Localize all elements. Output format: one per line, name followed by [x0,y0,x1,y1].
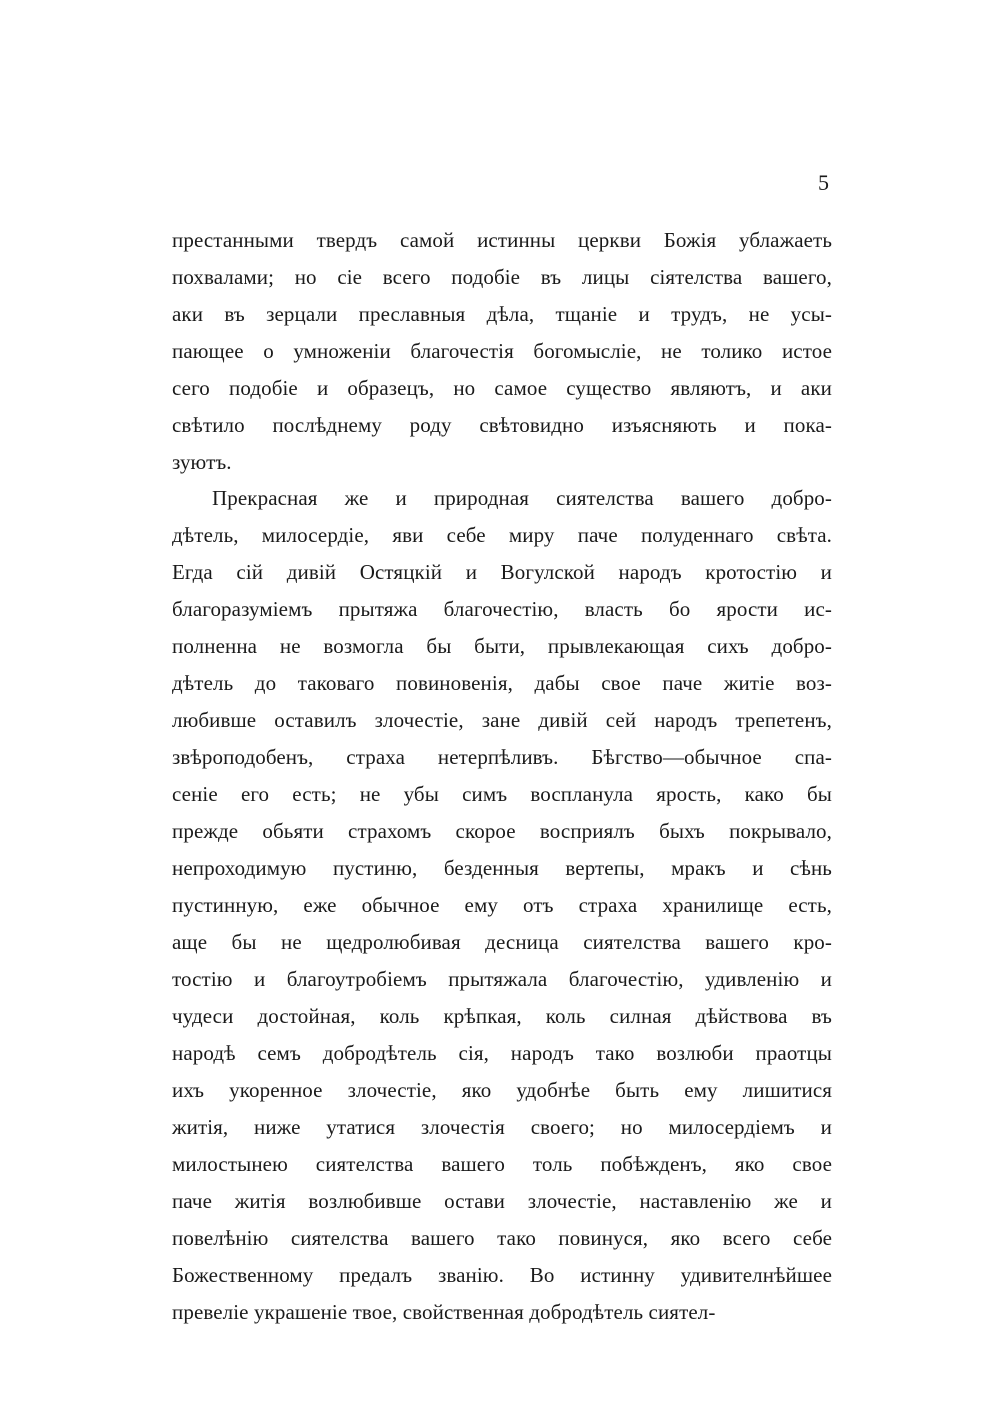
text-line: милостынею сиятелства вашего толь побѣжденъ, яко свое [172,1152,832,1176]
text-line: дѣтель до таковаго повиновенія, дабы свое паче житіе воз- [172,671,832,695]
page-number: 5 [818,170,829,195]
text-line: превеліе украшеніе твое, свойственная добродѣтель сиятел- [172,1300,716,1324]
text-line: Егда сій дивій Остяцкій и Вогулской народъ кротостію и [172,560,832,584]
text-line: аще бы не щедролюбивая десница сиятелства вашего кро- [172,930,832,954]
paragraph-1 [172,222,832,481]
text-line: повелѣнію сиятелства вашего тако повинуся, яко всего себе [172,1226,832,1250]
text-line: похвалами; но сіе всего подобіе въ лицы сіятелства вашего, [172,265,832,289]
text-line: тостію и благоутробіемъ прытяжала благочестію, удивленію и [172,967,832,991]
text-line: прежде обьяти страхомъ скорое восприялъ быхъ покрывало, [172,819,832,843]
text-line: престанными твердъ самой истинны церкви Божія ублажаеть [172,228,832,252]
text-line: пающее о умноженіи благочестія богомысліе, не толико истое [172,339,832,363]
text-line: сеніе его есть; не убы симъ воспланула ярость, како бы [172,782,832,806]
text-line: любивше оставилъ злочестіе, зане дивій сей народъ трепетенъ, [172,708,832,732]
text-line: народѣ семъ добродѣтель сія, народъ тако возлюби праотцы [172,1041,832,1065]
text-line: звѣроподобенъ, страха нетерпѣливъ. Бѣгство—обычное спа- [172,745,832,769]
text-line: пустинную, еже обычное ему отъ страха хранилище есть, [172,893,832,917]
text-line: дѣтель, милосердіе, яви себе миру паче полуденнаго свѣта. [172,523,832,547]
paragraph-2 [172,480,832,1331]
text-line: Прекрасная же и природная сиятелства вашего добро- [212,486,832,510]
text-line: непроходимую пустиню, безденныя вертепы, мракъ и сѣнь [172,856,832,880]
text-line: полненна не возмогла бы быти, прывлекающая сихъ добро- [172,634,832,658]
text-line: благоразуміемъ прытяжа благочестію, власть бо ярости ис- [172,597,832,621]
text-line: Божественному предалъ званію. Во истинну удивителнѣйшее [172,1263,832,1287]
text-line: житія, ниже утатися злочестія своего; но милосердіемъ и [172,1115,832,1139]
text-line: паче житія возлюбивше остави злочестіе, наставленію же и [172,1189,832,1213]
text-line: свѣтило послѣднему роду свѣтовидно изъясняють и пока- [172,413,832,437]
text-line: зуютъ. [172,450,232,474]
text-line: аки въ зерцали преславныя дѣла, тщаніе и трудъ, не усы- [172,302,832,326]
text-line: ихъ укоренное злочестіе, яко удобнѣе быть ему лишитися [172,1078,832,1102]
text-line: чудеси достойная, коль крѣпкая, коль силная дѣйствова въ [172,1004,832,1028]
text-line: сего подобіе и образецъ, но самое существо являютъ, и аки [172,376,832,400]
